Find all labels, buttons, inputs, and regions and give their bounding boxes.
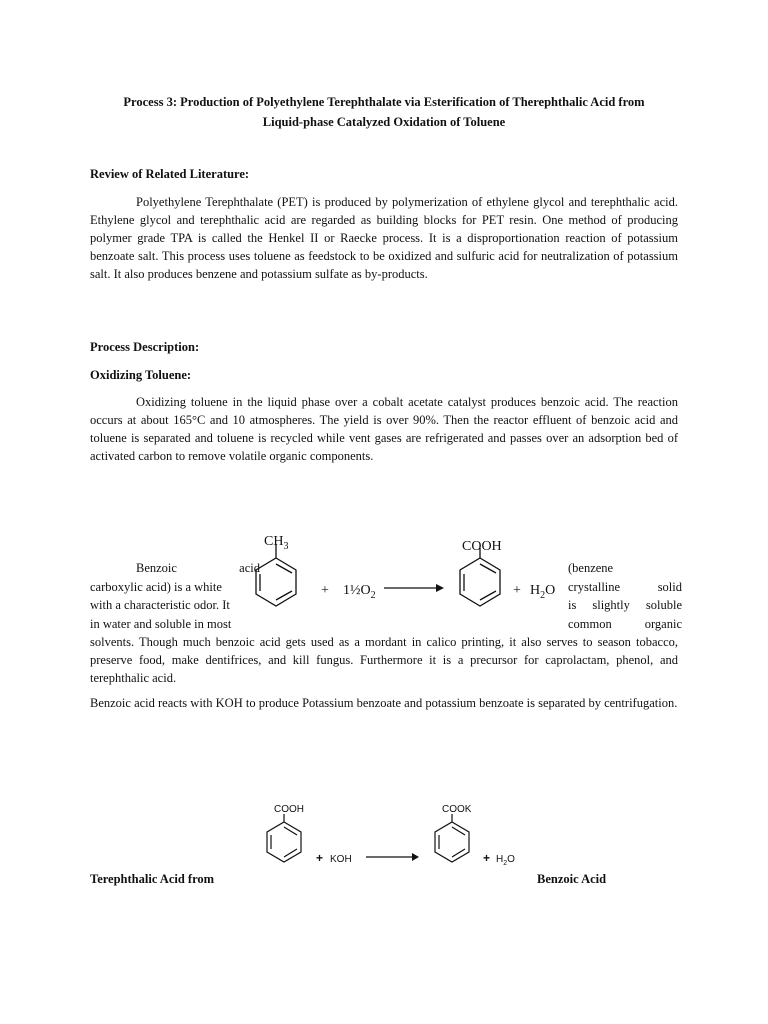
benzoic-left-line-2: carboxylic acid) is a white xyxy=(90,579,222,594)
water-label-2: $H_2O$ xyxy=(496,854,515,867)
koh-neutralization-equation xyxy=(170,800,530,880)
benzoic-right-line-2: crystalline solid xyxy=(568,579,682,594)
koh-label: KOH xyxy=(330,854,352,865)
benzoic-right-line-4: common organic xyxy=(568,616,682,631)
document-title xyxy=(90,92,678,132)
title-line-2: Liquid-phase Catalyzed Oxidation of Toluene xyxy=(262,115,506,129)
toluene-oxidation-equation xyxy=(178,530,478,642)
toluene-ring-icon xyxy=(256,544,296,606)
oxygen-label: $1\frac{1}{2}O_2$ xyxy=(343,583,376,601)
benzoic-acid-ring-icon xyxy=(267,814,301,862)
process-heading: Process Description: xyxy=(90,340,200,354)
plus-sign-2: + xyxy=(513,583,521,598)
benzoic-right-line-3: is slightly soluble xyxy=(568,598,682,612)
benzoic-right-column xyxy=(568,559,682,633)
review-paragraph: Polyethylene Terephthalate (PET) is produced by polymerization of ethylene glycol and terephthalic acid. Ethylene glycol and terephthalic acid are regarded as building blocks for PET resin. One method of producing polymer grade TPA is called the Henkel II or Raecke process. It is a disproportionation reaction of potassium benzoate salt. This process uses toluene as feedstock to be oxidized and sulfuric acid for neutralization of potassium salt. It also produces benzene and potassium sulfate as by-products. xyxy=(90,195,678,281)
oxidizing-heading: Oxidizing Toluene: xyxy=(90,368,192,382)
benzoic-ring-icon xyxy=(460,548,500,606)
water-label: $H_2O$ xyxy=(530,583,556,601)
benzoic-acid-product xyxy=(440,530,580,642)
review-heading: Review of Related Literature: xyxy=(90,167,250,181)
reaction-arrow-icon xyxy=(384,584,444,592)
acid-group-label: COOH xyxy=(274,804,304,815)
oxidizing-paragraph: Oxidizing toluene in the liquid phase over a cobalt acetate catalyst produces benzoic acid. The reaction occurs at about 165°C and 10 atmospheres. The yield is over 90%. Then the reactor effluent of benzoic acid and toluene is separated and toluene is recycled while vent gases are refrigerated and passes over an adsorption bed of activated carbon to remove volatile organic components. xyxy=(90,395,678,463)
terephthalic-heading: Terephthalic Acid from xyxy=(90,872,215,886)
benzoic-acid-heading: Benzoic Acid xyxy=(537,872,607,886)
toluene-methyl-label: $CH_3$ xyxy=(264,534,289,552)
reaction-arrow-2-icon xyxy=(366,853,419,861)
plus-sign-1: + xyxy=(321,583,329,598)
benzoic-continuation-paragraph: solvents. Though much benzoic acid gets used as a mordant in calico printing, it also serves to season tobacco, preserve food, make dentifrices, and kill fungus. Furthermore it is a precursor for caprolactam, phenol, and terephthalic acid. xyxy=(90,635,678,685)
benzoic-left-line-4: in water and soluble in most xyxy=(90,616,232,631)
benzoic-left-line-3: with a characteristic odor. It xyxy=(90,598,230,612)
potassium-benzoate-ring-icon xyxy=(435,814,469,862)
title-line-1: Process 3: Production of Polyethylene Terephthalate via Esterification of Therephthalic Acid from xyxy=(123,95,645,109)
benzoic-right-line-1: (benzene xyxy=(568,561,614,575)
benzoic-left-line-1: Benzoic acid xyxy=(136,561,260,575)
salt-group-label: COOK xyxy=(442,804,472,815)
carboxyl-label: COOH xyxy=(462,539,502,554)
plus-sign-4: + xyxy=(483,851,491,865)
plus-sign-3: + xyxy=(316,851,324,865)
koh-paragraph: Benzoic acid reacts with KOH to produce Potassium benzoate and potassium benzoate is separated by centrifugation. xyxy=(90,696,678,710)
